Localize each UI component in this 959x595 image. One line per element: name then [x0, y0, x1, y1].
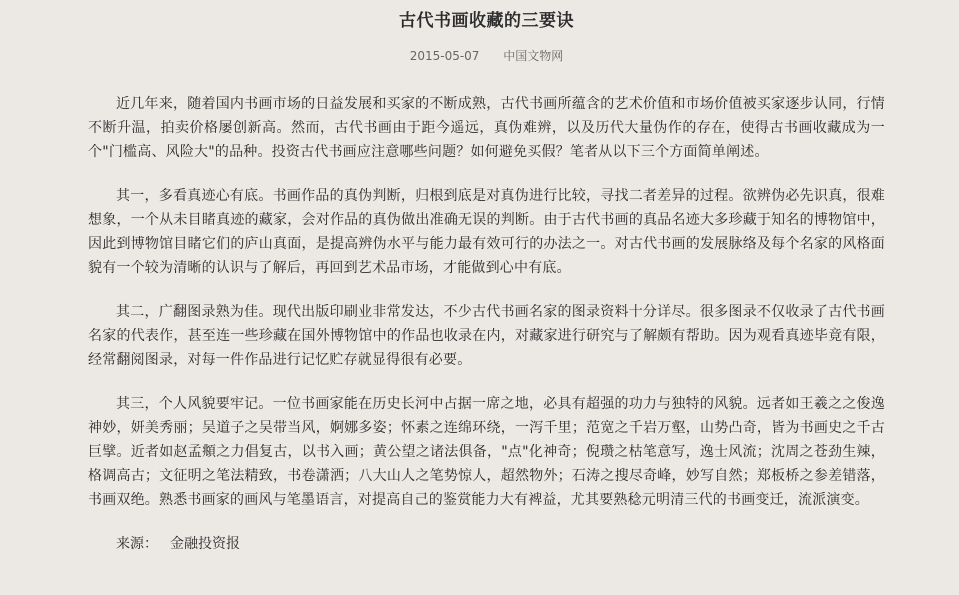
- source-label: 来源：: [116, 536, 158, 552]
- paragraph-point-three: 其三，个人风貌要牢记。一位书画家能在历史长河中占据一席之地，必具有超强的功力与独特的风貌。远者如王羲之之俊逸神妙，妍美秀丽；吴道子之吴带当风，婀娜多姿；怀素之连绵环绕，一泻千里；范宽之千岩万壑，山势凸奇，皆为书画史之千古巨擘。近者如赵孟頫之力倡复古，以书入画；黄公望之诸法俱备，"点"化神奇；倪瓒之枯笔意写，逸士风流；沈周之苍劲生辣，格调高古；文征明之笔法精致，书卷潇洒；八大山人之笔势惊人，超然物外；石涛之搜尽奇峰，妙写自然；郑板桥之参差错落，书画双绝。熟悉书画家的画风与笔墨语言，对提高自己的鉴赏能力大有裨益，尤其要熟稔元明清三代的书画变迁，流派演变。: [88, 396, 885, 508]
- article-meta: [88, 48, 885, 64]
- paragraph-point-one: 其一，多看真迹心有底。书画作品的真伪判断，归根到底是对真伪进行比较，寻找二者差异的过程。欲辨伪必先识真，很难想象，一个从未目睹真迹的藏家，会对作品的真伪做出准确无误的判断。由于古代书画的真品名迹大多珍藏于知名的博物馆中，因此到博物馆目睹它们的庐山真面，是提高辨伪水平与能力最有效可行的办法之一。对古代书画的发展脉络及每个名家的风格面貌有一个较为清晰的认识与了解后，再回到艺术品市场，才能做到心中有底。: [88, 188, 885, 276]
- article-source: [88, 532, 885, 556]
- article-body: [88, 92, 885, 556]
- paragraph-intro: 近几年来，随着国内书画市场的日益发展和买家的不断成熟，古代书画所蕴含的艺术价值和市场价值被买家逐步认同，行情不断升温，拍卖价格屡创新高。然而，古代书画由于距今遥远，真伪难辨，以及历代大量伪作的存在，使得古书画收藏成为一个"门槛高、风险大"的品种。投资古代书画应注意哪些问题？如何避免买假？笔者从以下三个方面简单阐述。: [88, 96, 885, 160]
- paragraph-point-two: 其二，广翻图录熟为佳。现代出版印刷业非常发达，不少古代书画名家的图录资料十分详尽。很多图录不仅收录了古代书画名家的代表作，甚至连一些珍藏在国外博物馆中的作品也收录在内，对藏家进行研究与了解颇有帮助。因为观看真迹毕竟有限，经常翻阅图录，对每一件作品进行记忆贮存就显得很有必要。: [88, 304, 885, 368]
- publish-date: 2015-05-07: [409, 49, 480, 63]
- source-name: 金融投资报: [170, 536, 240, 552]
- article-title: 古代书画收藏的三要诀: [399, 11, 574, 31]
- publisher-name[interactable]: 中国文物网: [503, 49, 564, 63]
